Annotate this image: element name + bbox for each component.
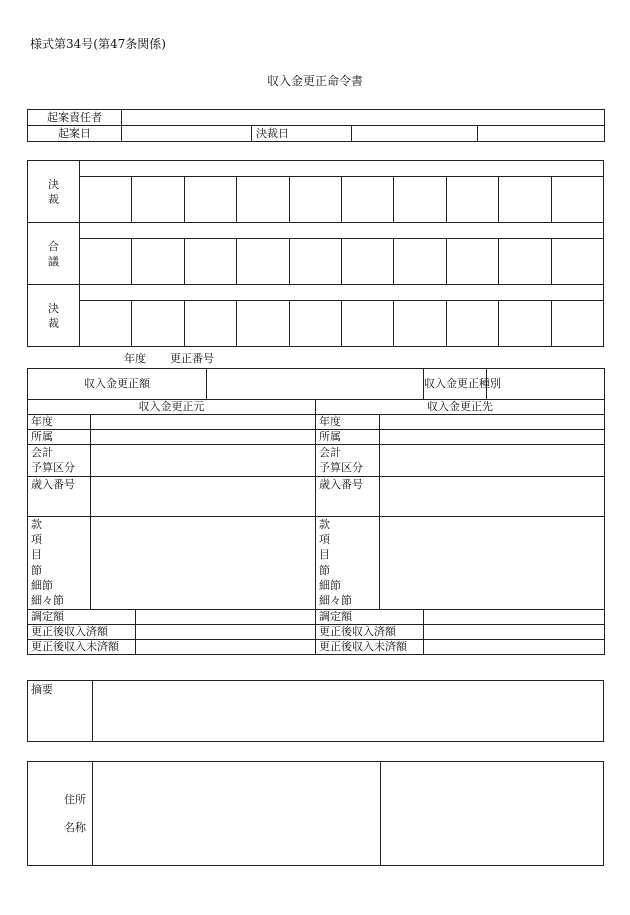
stamp-cell[interactable]	[289, 177, 341, 223]
source-classification-labels: 款 項 目 節 細節 細々節	[28, 517, 91, 610]
source-accounting-label: 会計 予算区分	[28, 445, 91, 477]
stamp-cell[interactable]	[446, 177, 498, 223]
stamp-cell[interactable]	[80, 177, 132, 223]
source-classification-field[interactable]	[91, 517, 316, 610]
kessai-label-2: 決 裁	[28, 285, 80, 347]
dest-unreceived-label: 更正後収入未済額	[316, 640, 424, 655]
amount-field[interactable]	[207, 369, 424, 400]
stamp-cell[interactable]	[132, 177, 184, 223]
source-received-label: 更正後収入済額	[28, 625, 136, 640]
stamp-cell[interactable]	[499, 301, 551, 347]
drafting-table	[27, 109, 605, 142]
stamp-cell[interactable]	[132, 301, 184, 347]
stamp-cell[interactable]	[499, 177, 551, 223]
source-year-field[interactable]	[91, 415, 316, 430]
source-dept-label: 所属	[28, 430, 91, 445]
stamp-cell[interactable]	[184, 239, 236, 285]
stamp-cell[interactable]	[394, 177, 446, 223]
stamp-cell[interactable]	[80, 301, 132, 347]
approval-row-2-header	[80, 223, 604, 239]
correction-table	[27, 368, 605, 655]
stamp-cell[interactable]	[499, 239, 551, 285]
stamp-cell[interactable]	[341, 239, 393, 285]
approval-row-1-header	[80, 161, 604, 177]
responsible-label: 起案責任者	[28, 110, 122, 126]
dest-dept-field[interactable]	[380, 430, 605, 445]
dest-received-field[interactable]	[424, 625, 605, 640]
stamp-cell[interactable]	[289, 301, 341, 347]
stamp-cell[interactable]	[132, 239, 184, 285]
decision-date-field[interactable]	[352, 126, 478, 142]
source-received-field[interactable]	[136, 625, 316, 640]
draft-date-label: 起案日	[28, 126, 122, 142]
decision-date-label: 決裁日	[252, 126, 352, 142]
dest-accounting-label: 会計 予算区分	[316, 445, 380, 477]
type-label: 収入金更正種別	[424, 369, 487, 400]
stamp-cell[interactable]	[237, 301, 289, 347]
stamp-cell[interactable]	[551, 301, 603, 347]
kessai-label-1: 決 裁	[28, 161, 80, 223]
source-unreceived-field[interactable]	[136, 640, 316, 655]
source-header: 収入金更正元	[28, 400, 316, 415]
draft-date-field[interactable]	[122, 126, 252, 142]
stamp-cell[interactable]	[394, 239, 446, 285]
address-labels	[28, 762, 93, 866]
dest-assessed-label: 調定額	[316, 610, 424, 625]
source-assessed-label: 調定額	[28, 610, 136, 625]
stamp-cell[interactable]	[341, 177, 393, 223]
amount-label: 収入金更正額	[28, 369, 207, 400]
dest-header: 収入金更正先	[316, 400, 605, 415]
source-revenue-number-field[interactable]	[91, 477, 316, 517]
source-year-label: 年度	[28, 415, 91, 430]
stamp-cell[interactable]	[237, 177, 289, 223]
dest-year-field[interactable]	[380, 415, 605, 430]
stamp-cell[interactable]	[289, 239, 341, 285]
stamp-cell[interactable]	[80, 239, 132, 285]
responsible-field[interactable]	[122, 110, 605, 126]
dest-year-label: 年度	[316, 415, 380, 430]
stamp-cell[interactable]	[184, 177, 236, 223]
approval-row-3-header	[80, 285, 604, 301]
source-accounting-field[interactable]	[91, 445, 316, 477]
source-dept-field[interactable]	[91, 430, 316, 445]
decision-date-extra[interactable]	[478, 126, 605, 142]
document-title: 収入金更正命令書	[266, 74, 363, 88]
dest-revenue-number-label: 歳入番号	[316, 477, 380, 517]
address-table	[27, 761, 604, 866]
correction-number-label: 更正番号	[170, 352, 214, 365]
name-label: 名称	[64, 821, 86, 834]
stamp-cell[interactable]	[341, 301, 393, 347]
seal-field[interactable]	[381, 762, 604, 866]
type-field[interactable]	[487, 369, 605, 400]
dest-classification-labels: 款 項 目 節 細節 細々節	[316, 517, 380, 610]
summary-table	[27, 680, 604, 742]
dest-dept-label: 所属	[316, 430, 380, 445]
address-name-field[interactable]	[93, 762, 381, 866]
dest-received-label: 更正後収入済額	[316, 625, 424, 640]
source-unreceived-label: 更正後収入未済額	[28, 640, 136, 655]
dest-accounting-field[interactable]	[380, 445, 605, 477]
stamp-cell[interactable]	[446, 301, 498, 347]
stamp-cell[interactable]	[551, 239, 603, 285]
approval-grid	[27, 160, 604, 347]
stamp-cell[interactable]	[394, 301, 446, 347]
stamp-cell[interactable]	[184, 301, 236, 347]
year-label: 年度	[124, 352, 146, 365]
stamp-cell[interactable]	[551, 177, 603, 223]
dest-assessed-field[interactable]	[424, 610, 605, 625]
form-number: 様式第34号(第47条関係)	[30, 37, 166, 51]
dest-revenue-number-field[interactable]	[380, 477, 605, 517]
summary-field[interactable]	[93, 681, 604, 742]
stamp-cell[interactable]	[446, 239, 498, 285]
gougi-label: 合 議	[28, 223, 80, 285]
source-assessed-field[interactable]	[136, 610, 316, 625]
source-revenue-number-label: 歳入番号	[28, 477, 91, 517]
address-label: 住所	[64, 793, 86, 806]
dest-classification-field[interactable]	[380, 517, 605, 610]
stamp-cell[interactable]	[237, 239, 289, 285]
summary-label: 摘要	[28, 681, 93, 742]
dest-unreceived-field[interactable]	[424, 640, 605, 655]
